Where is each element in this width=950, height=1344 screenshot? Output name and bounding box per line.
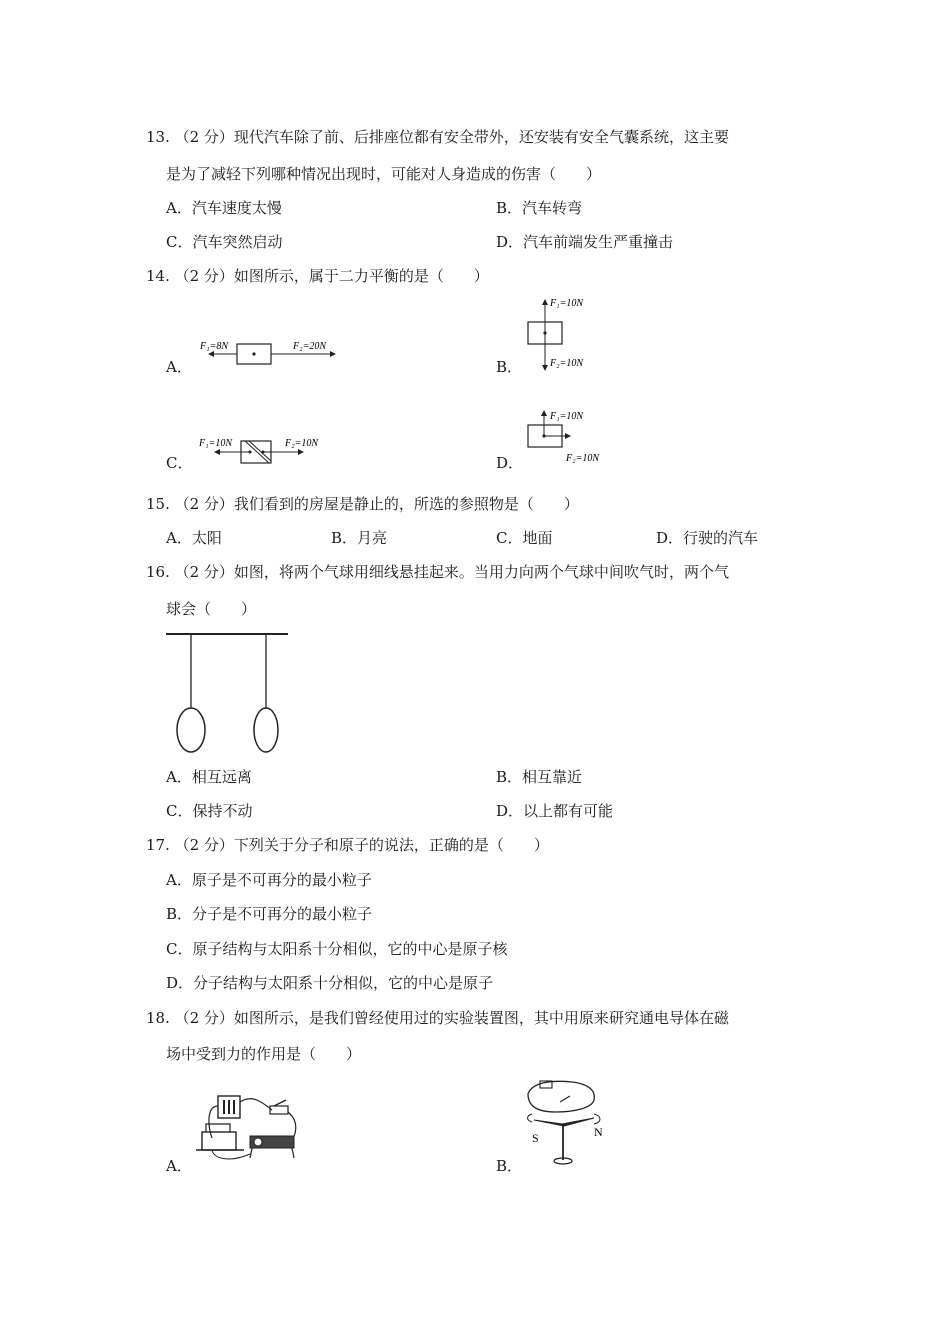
force-label-f2: F₂=10N <box>566 453 600 464</box>
q18-option-a: A． <box>166 1157 192 1175</box>
q16-option-d: D．以上都有可能 <box>496 802 614 820</box>
q14-stem: 14. （2 分）如图所示，属于二力平衡的是（ ） <box>146 267 489 285</box>
q15-option-b: B．月亮 <box>331 529 388 547</box>
q18-figure-b <box>522 1078 612 1168</box>
pole-n-label: N <box>594 1125 603 1139</box>
force-label-f2: F₂=10N <box>550 358 584 369</box>
q14-figure-a <box>195 335 345 371</box>
q16-option-c: C．保持不动 <box>166 802 253 820</box>
q14-figure-c <box>195 433 345 469</box>
q16-stem-line1: 16. （2 分）如图，将两个气球用细线悬挂起来。当用力向两个气球中间吹气时，两个气 <box>146 563 729 581</box>
q17-stem: 17. （2 分）下列关于分子和原子的说法，正确的是（ ） <box>146 836 549 854</box>
force-label-f1: F₁=10N <box>550 411 584 422</box>
q14-option-a: A． <box>166 358 192 376</box>
q16-stem-line2: 球会（ ） <box>166 600 257 618</box>
q16-option-b: B．相互靠近 <box>496 768 583 786</box>
q18-stem-line1: 18. （2 分）如图所示，是我们曾经使用过的实验装置图，其中用原来研究通电导体在磁 <box>146 1009 729 1027</box>
pole-s-label: S <box>532 1131 539 1145</box>
force-label-f1: F₁=8N <box>200 341 229 352</box>
q17-option-d: D．分子结构与太阳系十分相似，它的中心是原子 <box>166 974 494 992</box>
q14-option-c: C． <box>166 454 193 472</box>
q13-option-b: B．汽车转弯 <box>496 199 583 217</box>
q14-option-d: D． <box>496 454 524 472</box>
compass-needle <box>534 1118 594 1126</box>
q14-option-b: B． <box>496 358 523 376</box>
q13-option-c: C．汽车突然启动 <box>166 233 283 251</box>
q15-option-a: A．太阳 <box>166 529 222 547</box>
force-label-f2: F₂=20N <box>293 341 327 352</box>
q17-option-a: A．原子是不可再分的最小粒子 <box>166 871 372 889</box>
force-label-f1: F₁=10N <box>199 438 233 449</box>
q14-figure-d <box>522 407 612 467</box>
force-label-f1: F₁=10N <box>550 298 584 309</box>
q18-stem-line2: 场中受到力的作用是（ ） <box>166 1045 362 1063</box>
q15-option-c: C．地面 <box>496 529 553 547</box>
q17-option-b: B．分子是不可再分的最小粒子 <box>166 905 373 923</box>
magnet <box>202 1132 236 1150</box>
switch <box>270 1106 288 1114</box>
q13-stem-line2: 是为了减轻下列哪种情况出现时，可能对人身造成的伤害（ ） <box>166 165 602 183</box>
q13-option-d: D．汽车前端发生严重撞击 <box>496 233 674 251</box>
force-label-f2: F₂=10N <box>285 438 319 449</box>
q13-stem-line1: 13. （2 分）现代汽车除了前、后排座位都有安全带外，还安装有安全气囊系统，这主要 <box>146 128 729 146</box>
balloon-left <box>177 708 205 752</box>
q15-option-d: D．行驶的汽车 <box>656 529 759 547</box>
q15-stem: 15. （2 分）我们看到的房屋是静止的，所选的参照物是（ ） <box>146 495 579 513</box>
q18-option-b: B． <box>496 1157 523 1175</box>
q13-option-a: A．汽车速度太慢 <box>166 199 282 217</box>
q18-figure-a <box>192 1088 304 1168</box>
balloon-right <box>254 708 278 752</box>
q17-option-c: C．原子结构与太阳系十分相似，它的中心是原子核 <box>166 940 508 958</box>
wire-loop <box>528 1081 594 1112</box>
q16-option-a: A．相互远离 <box>166 768 252 786</box>
q14-figure-b <box>522 294 602 374</box>
q16-balloons-figure <box>164 628 292 756</box>
